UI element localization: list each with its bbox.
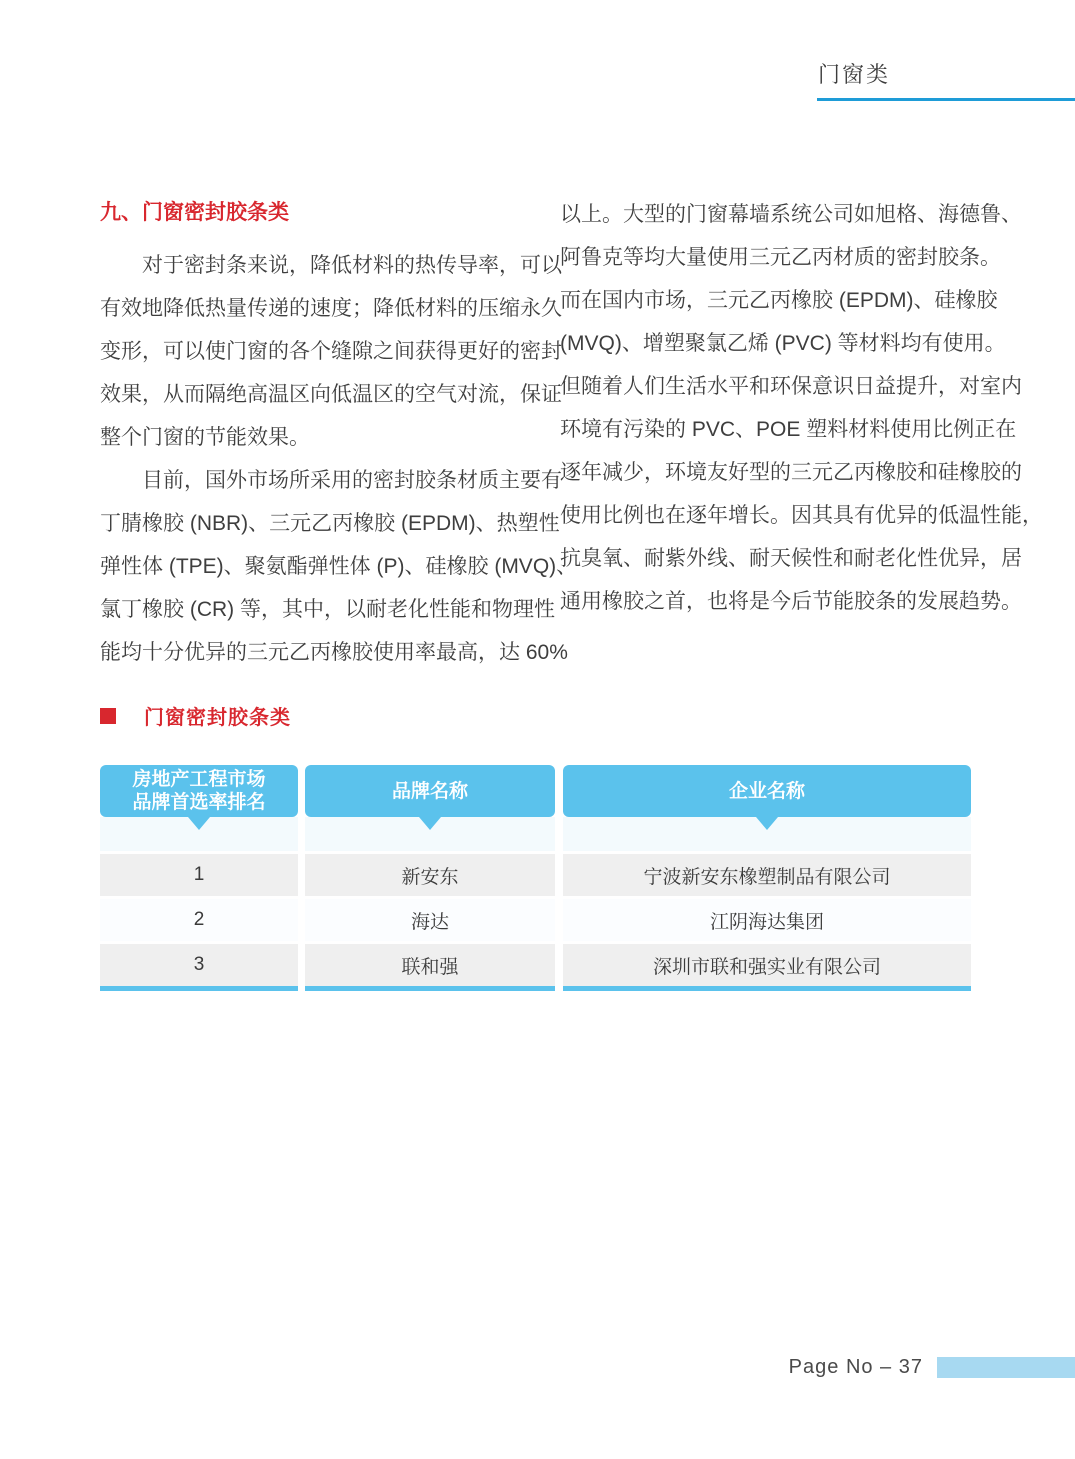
table-cell: 2: [100, 896, 298, 941]
text-line: 有效地降低热量传递的速度；降低材料的压缩永久: [100, 297, 562, 320]
text-line: 效果，从而隔绝高温区向低温区的空气对流，保证: [100, 383, 562, 406]
table-column: [563, 765, 971, 991]
text-line: 整个门窗的节能效果。: [100, 426, 310, 449]
text-line: 抗臭氧、耐紫外线、耐天候性和耐老化性优异，居: [560, 547, 1022, 570]
text-line: 环境有污染的 PVC、POE 塑料材料使用比例正在: [560, 418, 1017, 441]
text-line: 弹性体 (TPE)、聚氨酯弹性体 (P)、硅橡胶 (MVQ)、: [100, 555, 578, 578]
text-line: 使用比例也在逐年增长。因其具有优异的低温性能，: [560, 504, 1043, 527]
red-square-bullet-icon: [100, 708, 116, 724]
table-header-text: 企业名称: [728, 780, 805, 802]
page-header-title: 门窗类: [818, 62, 891, 87]
text-line: 能均十分优异的三元乙丙橡胶使用率最高，达 60%: [100, 641, 568, 664]
article-heading: 九、门窗密封胶条类: [100, 201, 289, 224]
table-cell: 3: [100, 941, 298, 986]
table-cell: 1: [100, 851, 298, 896]
table-bottom-border: [100, 986, 298, 991]
page-number: Page No – 37: [788, 1356, 923, 1378]
table-cell: 联和强: [305, 941, 555, 986]
table-header-bubble: [100, 765, 298, 817]
footer-bar: [937, 1357, 1075, 1378]
table-column: [100, 765, 298, 991]
text-line: 丁腈橡胶 (NBR)、三元乙丙橡胶 (EPDM)、热塑性: [100, 512, 560, 535]
header-rule: [817, 98, 1075, 101]
table-column: [305, 765, 555, 991]
text-line: 通用橡胶之首，也将是今后节能胶条的发展趋势。: [560, 590, 1022, 613]
text-line: 对于密封条来说，降低材料的热传导率，可以: [142, 254, 562, 277]
brand-ranking-table: [100, 765, 971, 991]
table-bottom-border: [563, 986, 971, 991]
table-cell: 新安东: [305, 851, 555, 896]
table-cell: 江阴海达集团: [563, 896, 971, 941]
text-line: 变形，可以使门窗的各个缝隙之间获得更好的密封: [100, 340, 562, 363]
text-line: 但随着人们生活水平和环保意识日益提升，对室内: [560, 375, 1022, 398]
table-section-title-text: 门窗密封胶条类: [144, 707, 291, 729]
table-cell: 深圳市联和强实业有限公司: [563, 941, 971, 986]
table-header-text: 品牌名称: [391, 780, 468, 802]
text-line: 目前，国外市场所采用的密封胶条材质主要有: [142, 469, 562, 492]
table-header-bubble: [563, 765, 971, 817]
text-line: 阿鲁克等均大量使用三元乙丙材质的密封胶条。: [560, 246, 1001, 269]
table-cell: 海达: [305, 896, 555, 941]
table-header-text: 房地产工程市场: [132, 769, 266, 790]
table-header-text: 品牌首选率排名: [132, 792, 266, 813]
text-line: (MVQ)、增塑聚氯乙烯 (PVC) 等材料均有使用。: [560, 332, 1006, 355]
table-section-title: [100, 701, 291, 730]
table-cell: 宁波新安东橡塑制品有限公司: [563, 851, 971, 896]
text-column-right: [560, 193, 1043, 623]
text-line: 而在国内市场，三元乙丙橡胶 (EPDM)、硅橡胶: [560, 289, 998, 312]
text-line: 以上。大型的门窗幕墙系统公司如旭格、海德鲁、: [560, 203, 1022, 226]
text-line: 氯丁橡胶 (CR) 等，其中，以耐老化性能和物理性: [100, 598, 555, 621]
table-header-bubble: [305, 765, 555, 817]
table-bottom-border: [305, 986, 555, 991]
text-column-left: [100, 244, 578, 674]
text-line: 逐年减少，环境友好型的三元乙丙橡胶和硅橡胶的: [560, 461, 1022, 484]
